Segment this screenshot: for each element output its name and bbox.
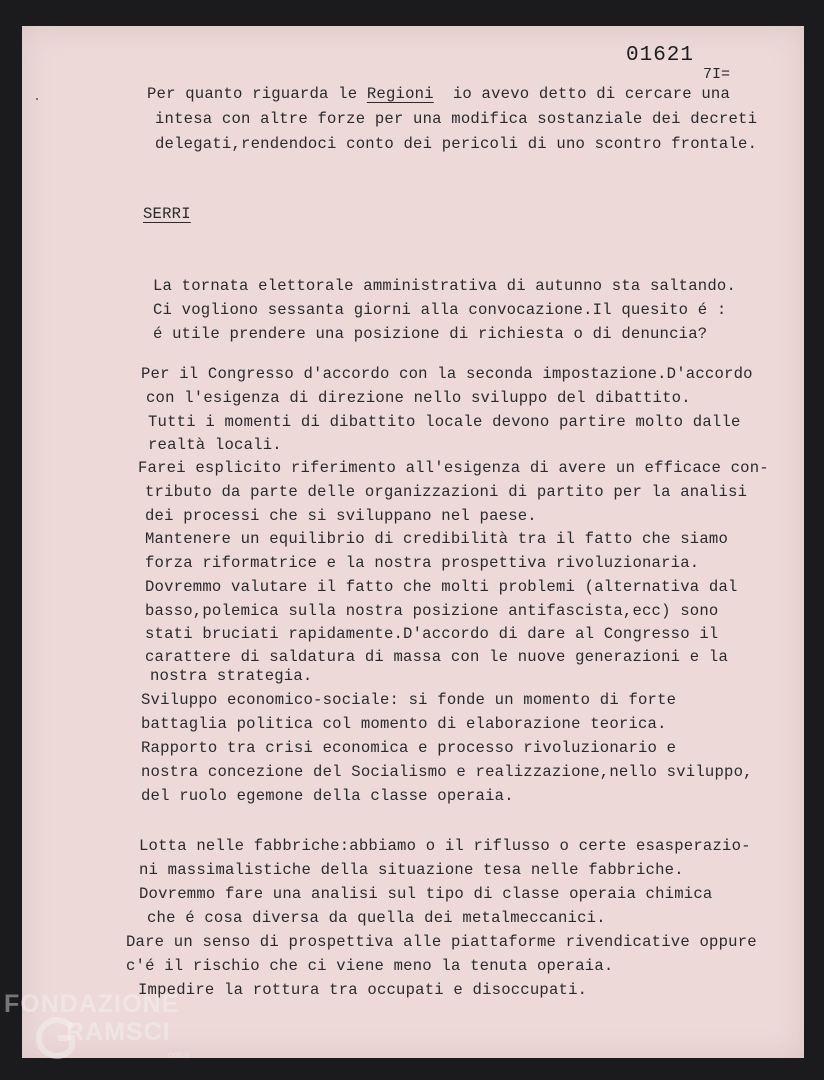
intro-line-3: delegati,rendendoci conto dei pericoli di uno scontro frontale. bbox=[155, 135, 758, 153]
factories-line-5: Dare un senso di prospettiva alle piattaforme rivendicative oppure bbox=[126, 933, 757, 951]
congress-line-1: Per il Congresso d'accordo con la seconda impostazione.D'accordo bbox=[141, 365, 753, 383]
factories-line-3: Dovremmo fare una analisi sul tipo di classe operaia chimica bbox=[139, 885, 713, 903]
intro-line-1 bbox=[147, 84, 730, 104]
congress-line-15: Sviluppo economico-sociale: si fonde un momento di forte bbox=[141, 691, 677, 709]
congress-line-18: nostra concezione del Socialismo e realizzazione,nello sviluppo, bbox=[141, 763, 753, 781]
congress-line-8: Mantenere un equilibrio di credibilità tra il fatto che siamo bbox=[145, 530, 729, 548]
congress-line-5: Farei esplicito riferimento all'esigenza di avere un efficace con- bbox=[138, 459, 769, 477]
elections-line-2: Ci vogliono sessanta giorni alla convocazione.Il quesito é : bbox=[153, 301, 727, 319]
congress-line-3: Tutti i momenti di dibattito locale devono partire molto dalle bbox=[148, 413, 741, 431]
intro-line-1-end: io avevo detto di cercare una bbox=[433, 85, 731, 103]
factories-line-4: che é cosa diversa da quella dei metalmeccanici. bbox=[147, 909, 606, 927]
elections-line-1: La tornata elettorale amministrativa di autunno sta saltando. bbox=[153, 277, 737, 295]
congress-line-6: tributo da parte delle organizzazioni di partito per la analisi bbox=[145, 483, 748, 501]
congress-line-17: Rapporto tra crisi economica e processo rivoluzionario e bbox=[141, 739, 677, 757]
congress-line-13: carattere di saldatura di massa con le nuove generazioni e la bbox=[145, 648, 729, 666]
congress-line-19: del ruolo egemone della classe operaia. bbox=[141, 787, 514, 805]
congress-line-16: battaglia politica col momento di elaborazione teorica. bbox=[141, 715, 667, 733]
intro-line-1-start: Per quanto riguarda le bbox=[147, 85, 367, 103]
factories-line-6: c'é il rischio che ci viene meno la tenuta operaia. bbox=[126, 957, 614, 975]
watermark-onlus: onlus bbox=[168, 1050, 190, 1060]
watermark-line-2: RAMSCI bbox=[66, 1018, 171, 1046]
page-mark: 7I= bbox=[703, 66, 731, 83]
congress-line-2: con l'esigenza di direzione nello sviluppo del dibattito. bbox=[146, 389, 691, 407]
factories-line-2: ni massimalistiche della situazione tesa nelle fabbriche. bbox=[139, 861, 684, 879]
document-number: 01621 bbox=[626, 44, 695, 67]
congress-line-10: Dovremmo valutare il fatto che molti problemi (alternativa dal bbox=[145, 578, 738, 596]
congress-line-7: dei processi che si sviluppano nel paese. bbox=[145, 507, 537, 525]
paper-speck bbox=[36, 98, 38, 100]
congress-line-11: basso,polemica sulla nostra posizione antifascista,ecc) sono bbox=[145, 602, 719, 620]
factories-line-1: Lotta nelle fabbriche:abbiamo o il riflusso o certe esasperazio- bbox=[139, 837, 751, 855]
intro-line-2: intesa con altre forze per una modifica sostanziale dei decreti bbox=[155, 110, 758, 128]
watermark-line-1: FONDAZIONE bbox=[4, 990, 180, 1018]
regioni-underlined: Regioni bbox=[366, 85, 434, 103]
congress-line-12: stati bruciati rapidamente.D'accordo di dare al Congresso il bbox=[145, 625, 719, 643]
speaker-heading: SERRI bbox=[143, 205, 191, 223]
congress-line-9: forza riformatrice e la nostra prospettiva rivoluzionaria. bbox=[145, 554, 700, 572]
elections-line-3: é utile prendere una posizione di richiesta o di denuncia? bbox=[153, 325, 708, 343]
congress-line-14: nostra strategia. bbox=[150, 667, 313, 685]
congress-line-4: realtà locali. bbox=[148, 436, 282, 454]
fondazione-gramsci-watermark bbox=[4, 990, 214, 1080]
factories-line-7: Impedire la rottura tra occupati e disoccupati. bbox=[138, 981, 588, 999]
